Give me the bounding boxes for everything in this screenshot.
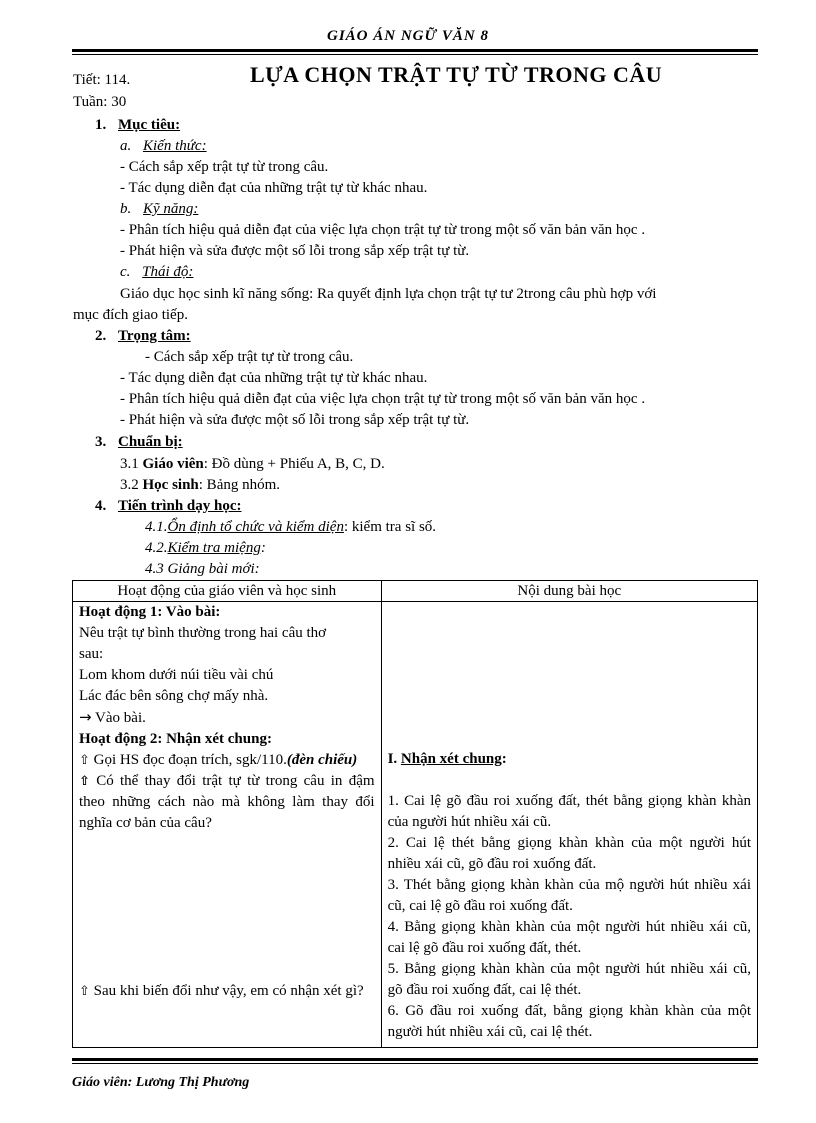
question-arrow-icon: ⇧ <box>79 753 90 768</box>
step-4-1 <box>145 517 436 538</box>
subsection-c-number: c. <box>120 264 131 280</box>
section-I-number: I. <box>387 751 401 767</box>
list-item: - Cách sắp xếp trật tự từ trong câu. <box>145 349 354 365</box>
table-row <box>73 602 758 1048</box>
week-number: Tuần: 30 <box>73 94 127 110</box>
document-title: LỰA CHỌN TRẬT TỰ TỪ TRONG CÂU <box>250 62 663 87</box>
section-2-number: 2. <box>95 328 107 344</box>
section-2-heading <box>95 326 191 347</box>
arrow-right-icon: → <box>79 708 92 726</box>
student-prep-number: 3.2 <box>120 477 143 493</box>
list-item: - Tác dụng diễn đạt của những trật tự từ khác nhau. <box>120 370 428 386</box>
paragraph-line: Giáo dục học sinh kĩ năng sống: Ra quyết định lựa chọn trật tự tư 2trong câu phù hợp với <box>120 286 657 302</box>
step-4-2-label: Kiểm tra miệng <box>167 540 261 556</box>
answer-item: 4. Bằng giọng khàn khàn của một người hút nhiều xái cũ, cai lệ gõ đầu roi xuống đất, thét. <box>387 919 751 956</box>
lesson-number: Tiết: 114. <box>73 72 131 88</box>
answer-item: 1. Cai lệ gõ đầu roi xuống đất, thét bằng giọng khàn khàn của người hút nhiều xái cũ. <box>387 793 751 830</box>
question-3 <box>79 981 375 1002</box>
content-cell <box>381 602 757 1048</box>
section-3-number: 3. <box>95 434 107 450</box>
text-line: sau: <box>79 646 104 662</box>
step-4-2-colon: : <box>260 540 266 556</box>
list-item: - Tác dụng diễn đạt của những trật tự từ khác nhau. <box>120 180 428 196</box>
question-2-text: Có thể thay đổi trật tự từ trong câu in đậm theo những cách nào mà không làm thay đổi nghĩa cơ bản của câu? <box>79 773 375 831</box>
page-header-title: GIÁO ÁN NGỮ VĂN 8 <box>327 28 489 44</box>
student-prep-text: : Bảng nhóm. <box>198 477 281 493</box>
poem-line: Lác đác bên sông chợ mấy nhà. <box>79 688 269 704</box>
section-I-heading <box>388 749 751 770</box>
section-4-number: 4. <box>95 498 107 514</box>
answer-item: 6. Gõ đầu roi xuống đất, bằng giọng khàn khàn của một người hút nhiều xái cũ, cai lệ thét. <box>387 1003 751 1040</box>
column-header-activities: Hoạt động của giáo viên và học sinh <box>73 581 382 602</box>
teacher-signature: Giáo viên: Lương Thị Phương <box>72 1075 250 1090</box>
section-4-heading <box>95 496 242 517</box>
teacher-prep-label: Giáo viên <box>142 456 204 472</box>
list-item: - Cách sắp xếp trật tự từ trong câu. <box>120 159 329 175</box>
question-2 <box>79 771 375 834</box>
student-prep <box>120 475 280 496</box>
question-1 <box>79 750 375 771</box>
footer-rule-thick <box>72 1058 758 1061</box>
question-3-text: Sau khi biến đổi như vậy, em có nhận xét gì? <box>89 983 364 999</box>
step-4-3: 4.3 Giảng bài mới: <box>145 561 260 577</box>
section-3-heading <box>95 432 183 453</box>
header-rule-thick <box>72 49 758 52</box>
answer-item: 2. Cai lệ thét bằng giọng khàn khàn của một người hút nhiều xái cũ, gõ đầu roi xuống đất. <box>387 835 751 872</box>
lesson-table <box>72 580 758 1048</box>
answer-item: 3. Thét bằng giọng khàn khàn của mộ người hút nhiều xái cũ, cai lệ gõ đầu roi xuống đất. <box>387 877 751 914</box>
header-rule-thin <box>72 54 758 55</box>
subsection-b-heading <box>120 199 198 220</box>
subsection-c-label: Thái độ: <box>142 264 194 280</box>
activity-2-heading: Hoạt động 2: Nhận xét chung: <box>79 731 272 747</box>
table-header-row <box>73 581 758 602</box>
subsection-c-heading <box>120 262 193 283</box>
activity-1-heading: Hoạt động 1: Vào bài: <box>79 604 221 620</box>
section-I-colon: : <box>501 751 507 767</box>
footer-rule-thin <box>72 1063 758 1064</box>
teacher-prep-text: : Đồ dùng + Phiếu A, B, C, D. <box>203 456 385 472</box>
section-1-heading <box>95 115 180 136</box>
section-2-label: Trọng tâm: <box>118 328 191 344</box>
student-prep-label: Học sinh <box>142 477 199 493</box>
step-4-1-text: : kiểm tra sĩ số. <box>343 519 437 535</box>
into-lesson-line <box>79 707 375 729</box>
question-1-note: (đèn chiếu) <box>286 752 358 768</box>
section-I-label: Nhận xét chung <box>400 751 502 767</box>
list-item: - Phân tích hiệu quả diễn đạt của việc lựa chọn trật tự từ trong một số văn bản văn học . <box>120 391 646 407</box>
subsection-a-heading <box>120 136 207 157</box>
step-4-2-number: 4.2. <box>145 540 168 556</box>
activities-cell <box>73 602 382 1048</box>
subsection-b-number: b. <box>120 201 132 217</box>
question-1-text: Gọi HS đọc đoạn trích, sgk/110. <box>89 752 287 768</box>
list-item: - Phân tích hiệu quả diễn đạt của việc lựa chọn trật tự từ trong một số văn bản văn học . <box>120 222 646 238</box>
spacer <box>79 834 375 981</box>
spacer <box>388 602 751 749</box>
section-1-label: Mục tiêu: <box>118 117 181 133</box>
into-lesson-text: Vào bài. <box>91 710 146 726</box>
spacer <box>388 770 751 791</box>
teacher-prep-number: 3.1 <box>120 456 143 472</box>
subsection-a-label: Kiến thức: <box>143 138 207 154</box>
section-4-label: Tiến trình dạy học: <box>118 498 242 514</box>
list-item: - Phát hiện và sửa được một số lỗi trong sắp xếp trật tự từ. <box>120 412 470 428</box>
poem-line: Lom khom dưới núi tiều vài chú <box>79 667 274 683</box>
teacher-prep <box>120 454 385 475</box>
step-4-1-number: 4.1. <box>145 519 168 535</box>
step-4-2 <box>145 538 266 559</box>
paragraph-line: mục đích giao tiếp. <box>73 307 188 323</box>
question-arrow-icon: ⇧ <box>79 774 90 789</box>
list-item: - Phát hiện và sửa được một số lỗi trong sắp xếp trật tự từ. <box>120 243 470 259</box>
answer-item: 5. Bằng giọng khàn khàn của một người hút nhiều xái cũ, gõ đầu roi xuống đất, cai lệ thét. <box>387 961 751 998</box>
section-1-number: 1. <box>95 117 107 133</box>
subsection-b-label: Kỹ năng: <box>143 201 199 217</box>
question-arrow-icon: ⇧ <box>79 984 90 999</box>
text-line: Nêu trật tự bình thường trong hai câu thơ <box>79 625 327 641</box>
column-header-content: Nội dung bài học <box>381 581 757 602</box>
section-3-label: Chuẩn bị: <box>118 434 183 450</box>
step-4-1-label: Ổn định tổ chức và kiểm diện <box>167 519 344 535</box>
subsection-a-number: a. <box>120 138 132 154</box>
